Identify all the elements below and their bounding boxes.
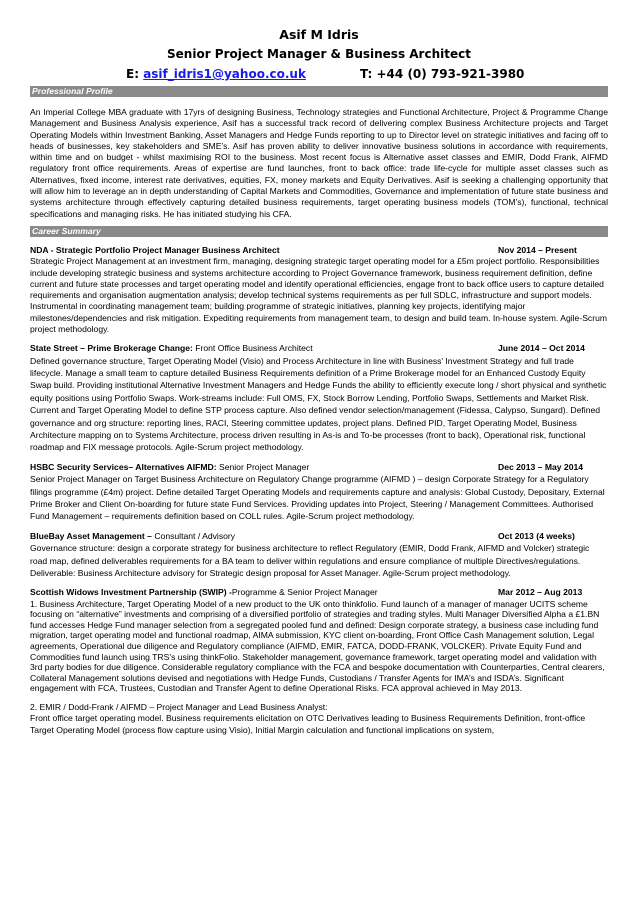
job-role: Consultant / Advisory [151, 530, 236, 541]
candidate-name: Asif M Idris [279, 27, 359, 42]
email-block [126, 64, 306, 84]
job-company: State Street – Prime Brokerage Change: [30, 343, 193, 354]
contact-line [30, 64, 608, 84]
job-entry [30, 245, 608, 335]
phone-number: T: +44 (0) 793-921-3980 [360, 67, 525, 81]
job-role: Front Office Business Architect [192, 343, 313, 354]
job-dates: Dec 2013 – May 2014 [498, 461, 584, 472]
job-entry [30, 531, 608, 580]
job-company: HSBC Security Services– Alternatives AIFMD: [30, 461, 217, 472]
section-bar-profile: Professional Profile [30, 86, 608, 97]
job-entry [30, 343, 608, 454]
job-description: 1. Business Architecture, Target Operating Model of a new product to the UK onto thinkfolio. Fund launch of a manager of manager UCITS scheme focusing on “alternative” investments and comprising of a diversified portfolio of strategies and trading styles. Multi Manager Diversified Alpha a £1.BN fund accesses Hedge Fund manager selection from a segregated pooled fund and defined: Design corporate strategy, a business case including fund migration, target operating model and functional roadmap, AIMA submission, KYC client on-boarding, Front Office Cash Management solution, Legal agreements, Operational due diligence and Regulatory compliance (AIFMD, EMIR, FATCA, DODD-FRANK, VOLCKER). Private Equity Fund and Commodities fund launch using TRS’s using thinkFolio. Stakeholder management, governance framework, target operating model and validation with 3rd party bodies for due diligence. Considerable regulatory compliance with the FCA and bespoke documentation with Counterparties, Central clearers, Collateral Management solutions devised and negotiations with Hedge Funds, Custodians / Transfer Agents for IMA’s and ISDA’s. Significant engagement with FCA, Trustees, Custodian and Transfer Agent to define Operational Risks. FCA approval achieved in May 2013. [30, 598, 605, 694]
job-header [30, 343, 608, 354]
email-link[interactable]: asif_idris1@yahoo.co.uk [143, 67, 306, 81]
job-description: Governance structure: design a corporate strategy for business architecture to reflect Regulatory (EMIR, Dodd Frank, AIFMD and Volcker) strategic road map, defined deliverables requirements for a BA team to deliver within regulations and ensure compliance of multiple Directives/regulations. Deliverable: Business Architecture advisory for Strategic design proposal for Asset Manager. Agile-Scrum project methodology. [30, 543, 590, 578]
job-company: Scottish Widows Investment Partnership (SWIP) - [30, 587, 232, 598]
section-bar-career: Career Summary [30, 226, 608, 237]
job-entry [30, 462, 608, 523]
job-dates: June 2014 – Oct 2014 [498, 343, 585, 354]
job-description: Defined governance structure, Target Operating Model (Visio) and Process Architecture in line with Business’ Investment Strategy and full trade lifecycle. Manage a small team to capture detailed Business Requirements definition of a Prime Brokerage model for an Enhanced Custody Equity Swap build. Providing institutional Alternative Investment Managers and Hedge Funds the ability to efficiently execute long / short physical and synthetic equity positions using Portfolio Swaps. Work-streams include: Full OMS, FX, Stock Borrow Lending, Portfolio Swaps, Settlements and Market Risk. Current and Target Operating Model to define STP process capture. Also defined vendor selection/management (Fidessa, Calypso, Sungard). Defined governance and org structure: reporting lines, RACI, Steering committee updates, project plans. Defined PID, Target Operating Model, Business Architecture mapping on to Systems Architecture, process driven resulting in As-is and To-be processes (front to back), Operational risk, functional roadmap and FIX message protocols. Agile-Scrum project methodology. [30, 355, 607, 453]
resume-header [30, 26, 608, 84]
job-header [30, 245, 608, 256]
email-prefix: E: [126, 67, 144, 81]
job-header [30, 462, 608, 473]
job-list [30, 245, 608, 736]
job-dates: Oct 2013 (4 weeks) [498, 530, 575, 541]
job-header [30, 531, 608, 542]
job-role: Senior Project Manager [216, 461, 310, 472]
candidate-title: Senior Project Manager & Business Architect [167, 47, 471, 61]
job-company: NDA - Strategic Portfolio Project Manager Business Architect [30, 244, 280, 255]
job-description: Strategic Project Management at an investment firm, managing, designing strategic target operating model for a £5m project portfolio. Responsibilities include developing strategic business and systems architecture according to Project Governance framework, business requirement definition, define current and future state processes and target operating model and identify operational efficiencies, engage front to back office users to capture detailed requirements and organisation augmentation analysis; develop technical systems requirements as per full SDLC, infrastructure and support models. Instrumental in coordinating management team; building programme of strategic initiatives, planning key projects, identifying major milestones/dependencies and risk mitigation. Expediting requirements from management team, to design and build team. In-house system. Agile-Scrum project methodology. [30, 256, 608, 335]
job-role: Programme & Senior Project Manager [231, 587, 378, 598]
resume-page [30, 26, 608, 736]
profile-text: An Imperial College MBA graduate with 17yrs of designing Business, Technology strategies and Functional Architecture, Project & Programme Change Management and Business Analysis experience, Asif has a successful track record of delivering complex Business Architecture projects and Target Operating Models within Investment Banking, Asset Managers and Hedge Funds reporting to up to Director level on strategic initiatives and facing off to heads of businesses, key stakeholders and SME’s. Asif has proven ability to deliver innovative business solutions in accordance with requirements, within time and on budget - whilst maximising ROI to the business. Most recent focus is Alternative asset classes and EMIR, Dodd Frank, AIFMD regulatory front office requirements. Areas of expertise are fund launches, front to back office: trade life-cycle for multiple asset classes such as Alternatives, fixed income, interest rate derivatives, equities, FX, money markets and Equity Derivatives. Asif is seeking a challenging opportunity that will allow him to leverage an in depth understanding of Capital Markets and Commodities, Governance and implementation of future state business and systems architecture through effectively capturing detailed business requirements, target operating business models (TOM’s), functional, technical specifications and managing risks. He has initiated studying his CFA. [30, 107, 608, 219]
job-company: BlueBay Asset Management – [30, 530, 152, 541]
subsection-heading: 2. EMIR / Dodd-Frank / AIFMD – Project Manager and Lead Business Analyst: [30, 701, 328, 712]
subsection-text: Front office target operating model. Business requirements elicitation on OTC Derivatives leading to Business Requirements Definition, front-office Target Operating Model (process flow capture using Visio), Initial Margin calculation and functional implications on system, [30, 713, 586, 735]
job-dates: Mar 2012 – Aug 2013 [498, 587, 583, 598]
job-dates: Nov 2014 – Present [498, 244, 577, 255]
job-description: Senior Project Manager on Target Business Architecture on Regulatory Change programme (AIFMD ) – design Corporate Strategy for a Regulatory filings programme (£4m) project. Define detailed Target Operating Models and requirements capture and analysis: Global Custody, Depositary, External Prime Broker and Client On-boarding for future state Fund Services. Providing updates into Project, Steering / Management Committees. Authorised Fund Management – requirements definition based on COLL rules. Agile-Scrum project methodology. [30, 474, 605, 522]
job-subsection [30, 702, 608, 736]
job-header [30, 587, 608, 598]
job-entry [30, 587, 608, 694]
